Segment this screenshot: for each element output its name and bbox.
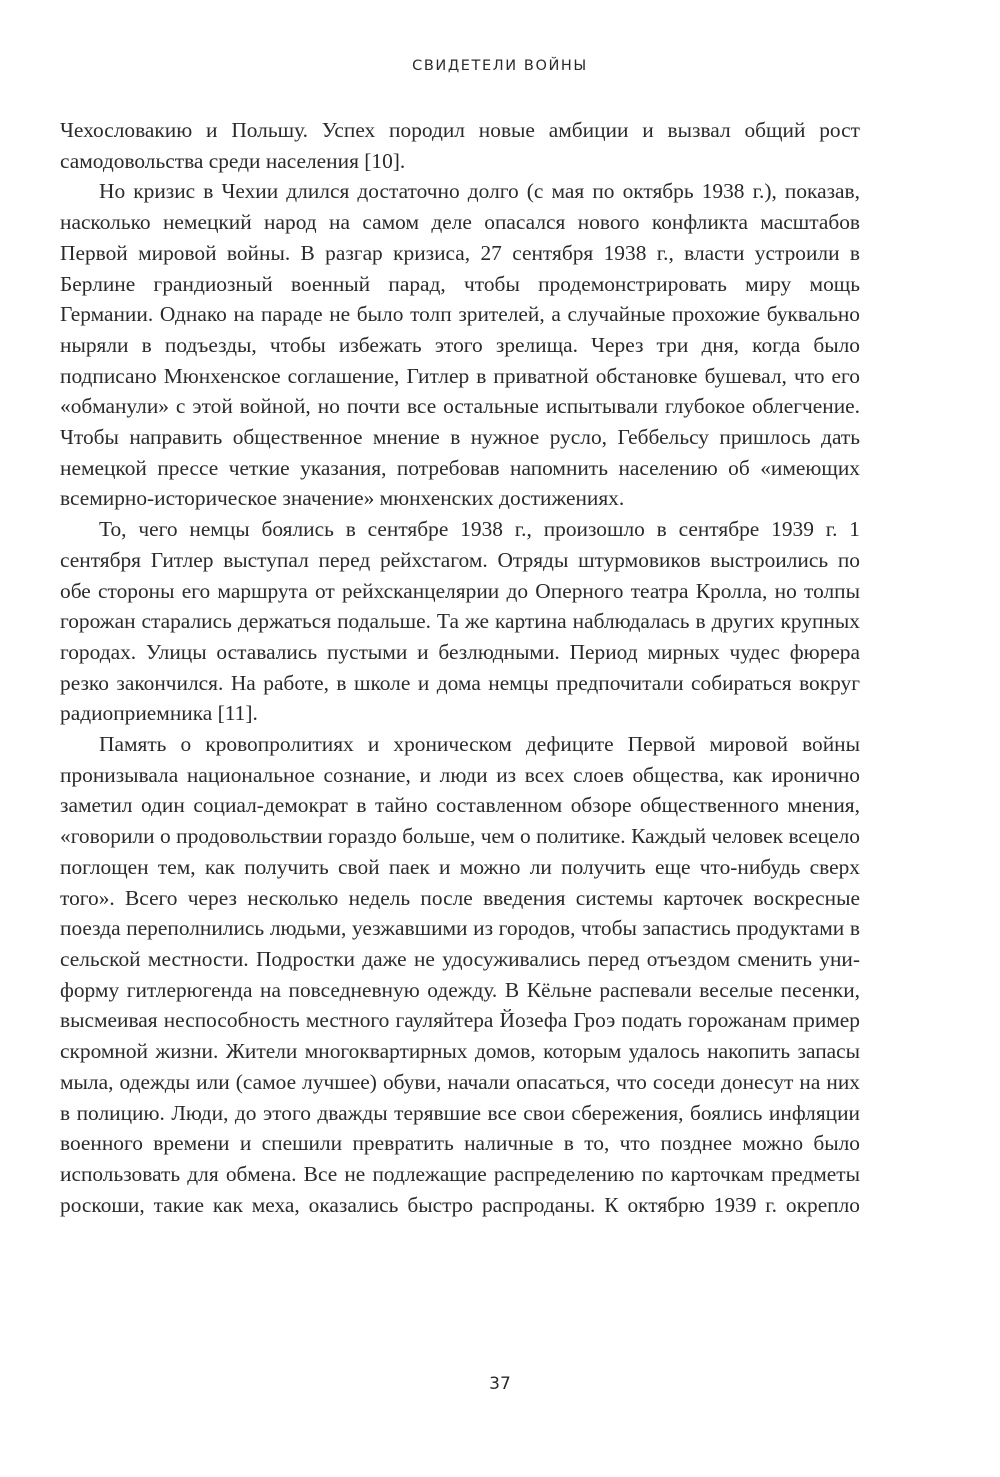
paragraph-czech-crisis: Но кризис в Чехии длился достаточно долго (с мая по октябрь 1938 г.), показав, насколько немецкий народ на самом деле опасался нового конфликта масштабов Первой мировой войны. В разгар кризиса, 27 сентября 1938 г., власти устроили в Берлине грандиозный военный парад, чтобы продемонстрировать миру мощь Германии. Однако на параде не было толп зрителей, а случайные прохожие буквально ныряли в подъезды, чтобы избежать этого зрелища. Через три дня, когда было подписано Мюнхенское соглашение, Гитлер в приватной обстановке бушевал, что его «обманули» с этой войной, но почти все остальные испытывали глубокое облегчение. Чтобы направить общественное мнение в нужное русло, Геббельсу пришлось дать немецкой прессе четкие указания, потребовав напомнить населению об «имеющих всемирно-историческое значение» мюнхенских достижениях.	[60, 179, 860, 511]
paragraph-september-1939: То, чего немцы боялись в сентябре 1938 г., произошло в сентябре 1939 г. 1 сентября Гитлер выступал перед рейхстагом. Отряды штурмовиков выстроились по обе стороны его маршрута от рейхсканцелярии до Оперного театра Кролла, но толпы горожан старались держаться подальше. Та же картина наблюдалась в других крупных городах. Улицы оставались пустыми и безлюдными. Период мирных чудес фюрера резко закончился. На работе, в школе и дома немцы предпочитали собираться вокруг радиоприемника [11].	[60, 517, 860, 726]
page-number: 37	[489, 1374, 511, 1394]
paragraph-food-memory: Память о кровопролитиях и хроническом дефиците Первой мировой войны пронизывала национальное сознание, и люди из всех слоев общества, как иронично заметил один социал-демократ в тайно составленном обзоре общественного мнения, «говорили о продовольствии гораздо больше, чем о политике. Каждый человек всецело поглощен тем, как получить свой паек и можно ли получить еще что-нибудь сверх того». Всего через несколько недель после введения системы карточек воскресные поезда переполнились людьми, уезжавшими из городов, чтобы запастись продуктами в сельской местности. Подростки даже не удосуживались перед отъездом сменить униформу гитлерюгенда на повседневную одежду. В Кёльне распевали веселые песенки, высмеивая неспособность местного гауляйтера Йозефа Гроэ подать горожанам пример скромной жизни. Жители многоквартирных домов, которым удалось накопить запасы мыла, одежды или (самое лучшее) обуви, начали опасаться, что соседи донесут на них в полицию. Люди, до этого дважды терявшие все свои сбережения, боялись инфляции военного времени и спешили превратить наличные в то, что позднее можно было использовать для обмена. Все не подлежащие распределению по карточкам предметы роскоши, такие как меха, оказались быстро распроданы. К октябрю 1939 г. окрепло	[60, 732, 860, 1217]
paragraph-continuation: Чехословакию и Польшу. Успех породил новые амбиции и вызвал общий рост самодовольства среди населения [10].	[60, 118, 860, 173]
running-header: СВИДЕТЕЛИ ВОЙНЫ	[412, 58, 588, 74]
body-text	[60, 115, 860, 1220]
